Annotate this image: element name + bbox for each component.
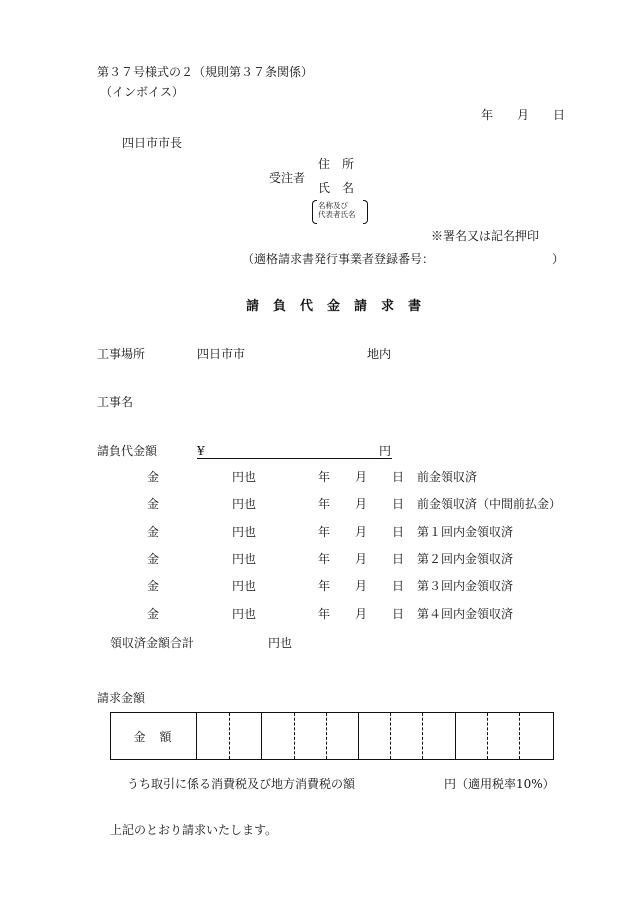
- amount-digit-cell[interactable]: [229, 713, 261, 759]
- amount-digit-cell[interactable]: [326, 713, 358, 759]
- receipt-description: 第１回内金領収済: [417, 524, 514, 539]
- work-site-city: 四日市市: [197, 347, 246, 361]
- receipt-year-label: 年: [318, 497, 331, 512]
- name-note-line2: 代表者氏名: [318, 210, 356, 220]
- amount-digit-cell[interactable]: [422, 713, 454, 759]
- receipt-month-label: 月: [355, 524, 368, 539]
- request-label: 請求金額: [97, 691, 146, 705]
- receipt-description: 第２回内金領収済: [417, 551, 514, 566]
- receipt-day-label: 日: [392, 524, 405, 539]
- name-note-line1: 名称及び: [318, 201, 348, 210]
- receipt-kin: 金: [147, 606, 160, 621]
- name-note: [318, 201, 356, 220]
- receipt-year-label: 年: [318, 524, 331, 539]
- work-site-suffix: 地内: [367, 347, 392, 361]
- amount-digit-cell[interactable]: [455, 713, 487, 759]
- invoice-note: （インボイス）: [100, 85, 184, 99]
- receipt-year-label: 年: [318, 551, 331, 566]
- name-note-left-bracket: [312, 200, 317, 224]
- amount-table: [110, 712, 554, 760]
- tax-unit: 円（適用税率10%）: [444, 777, 555, 791]
- receipt-description: 前金領収済: [417, 470, 478, 484]
- receipt-kin: 金: [147, 551, 160, 566]
- receipt-kin: 金: [147, 497, 160, 512]
- form-number: 第３７号様式の２（規則第３７条関係）: [97, 65, 314, 79]
- receipt-day-label: 日: [392, 470, 405, 484]
- receipt-kin: 金: [147, 470, 160, 484]
- receipt-yen-unit: 円也: [232, 497, 257, 512]
- receipt-yen-unit: 円也: [232, 579, 257, 594]
- address-label: 住 所: [318, 157, 355, 171]
- amount-digit-cell[interactable]: [197, 713, 229, 759]
- receipt-month-label: 月: [355, 579, 368, 594]
- contractor-label: 受注者: [269, 171, 306, 185]
- amount-digit-cell[interactable]: [261, 713, 293, 759]
- contract-amount-underline: [197, 458, 392, 459]
- receipt-kin: 金: [147, 524, 160, 539]
- document-title: 請負代金請求書: [246, 299, 436, 314]
- received-total-unit: 円也: [268, 636, 293, 650]
- amount-table-label: 金額: [111, 713, 197, 759]
- receipt-month-label: 月: [355, 497, 368, 512]
- date-month-label: 月: [517, 108, 530, 122]
- amount-digit-cell[interactable]: [294, 713, 326, 759]
- contract-amount-label: 請負代金額: [97, 444, 158, 458]
- received-total-label: 領収済金額合計: [110, 636, 195, 650]
- date-year-label: 年: [481, 108, 494, 122]
- date-day-label: 日: [553, 108, 566, 122]
- work-site-label: 工事場所: [97, 347, 146, 361]
- receipt-month-label: 月: [355, 470, 368, 484]
- amount-digit-cell[interactable]: [487, 713, 519, 759]
- registration-label: （適格請求書発行事業者登録番号：: [242, 252, 435, 266]
- registration-close: ）: [552, 252, 565, 266]
- receipt-yen-unit: 円也: [232, 606, 257, 621]
- receipt-description: 第４回内金領収済: [417, 606, 514, 621]
- receipt-yen-unit: 円也: [232, 551, 257, 566]
- receipt-yen-unit: 円也: [232, 470, 257, 484]
- closing-text: 上記のとおり請求いたします。: [110, 823, 278, 837]
- receipt-year-label: 年: [318, 606, 331, 621]
- tax-label: うち取引に係る消費税及び地方消費税の額: [127, 777, 356, 791]
- amount-digit-cell[interactable]: [358, 713, 390, 759]
- receipt-year-label: 年: [318, 579, 331, 594]
- receipt-year-label: 年: [318, 470, 331, 484]
- amount-digit-cell[interactable]: [390, 713, 422, 759]
- seal-note: ※署名又は記名押印: [431, 229, 540, 243]
- receipt-description: 前金領収済（中間前払金）: [417, 497, 562, 512]
- receipt-day-label: 日: [392, 606, 405, 621]
- receipt-day-label: 日: [392, 497, 405, 512]
- yen-mark: ¥: [197, 444, 205, 458]
- name-label: 氏 名: [318, 181, 355, 195]
- yen-unit: 円: [379, 444, 392, 458]
- receipt-month-label: 月: [355, 606, 368, 621]
- receipt-kin: 金: [147, 579, 160, 594]
- receipt-description: 第３回内金領収済: [417, 579, 514, 594]
- work-name-label: 工事名: [97, 395, 134, 409]
- name-note-right-bracket: [363, 200, 368, 224]
- addressee: 四日市市長: [122, 136, 183, 150]
- receipt-day-label: 日: [392, 551, 405, 566]
- receipt-month-label: 月: [355, 551, 368, 566]
- amount-digit-cell[interactable]: [519, 713, 551, 759]
- receipt-day-label: 日: [392, 579, 405, 594]
- receipt-yen-unit: 円也: [232, 524, 257, 539]
